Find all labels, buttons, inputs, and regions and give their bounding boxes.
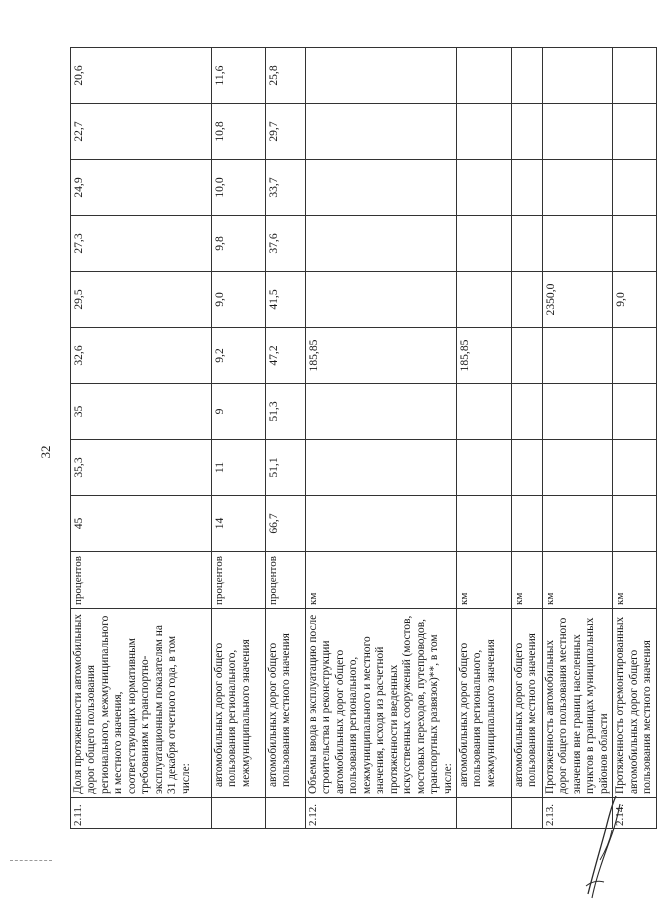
rotated-table-container (70, 48, 654, 829)
value-cell (306, 272, 457, 328)
table-row (613, 48, 656, 829)
value-cell: 185,85 (306, 328, 457, 384)
value-cell (456, 272, 511, 328)
row-unit: км (542, 552, 612, 609)
value-cell: 10,0 (212, 160, 266, 216)
value-cell (542, 216, 612, 272)
value-cell: 33,7 (266, 160, 306, 216)
row-label: автомобильных дорог общего пользования местного значения (266, 609, 306, 798)
value-cell: 29,5 (71, 272, 212, 328)
value-cell (613, 160, 656, 216)
value-cell (542, 328, 612, 384)
table-row (542, 48, 612, 829)
value-cell (306, 496, 457, 552)
page-number: 32 (38, 445, 53, 459)
table-row (71, 48, 212, 829)
value-cell (456, 48, 511, 104)
value-cell: 41,5 (266, 272, 306, 328)
value-cell (511, 440, 542, 496)
value-cell (511, 328, 542, 384)
value-cell (456, 216, 511, 272)
value-cell (456, 104, 511, 160)
value-cell (306, 384, 457, 440)
value-cell: 11 (212, 440, 266, 496)
value-cell: 29,7 (266, 104, 306, 160)
value-cell: 185,85 (456, 328, 511, 384)
value-cell (613, 216, 656, 272)
indicators-table (70, 47, 657, 829)
row-unit: процентов (266, 552, 306, 609)
value-cell (542, 440, 612, 496)
value-cell: 35 (71, 384, 212, 440)
row-number: 2.11. (71, 798, 212, 829)
value-cell: 66,7 (266, 496, 306, 552)
value-cell (511, 272, 542, 328)
table-row (511, 48, 542, 829)
value-cell: 9,0 (212, 272, 266, 328)
value-cell (456, 384, 511, 440)
row-label: автомобильных дорог общего пользования регионального, межмуниципального значения (212, 609, 266, 798)
table-row (212, 48, 266, 829)
value-cell (511, 160, 542, 216)
value-cell: 51,1 (266, 440, 306, 496)
value-cell (511, 104, 542, 160)
row-unit: км (456, 552, 511, 609)
value-cell: 10,8 (212, 104, 266, 160)
row-unit: процентов (212, 552, 266, 609)
scan-edge-line (10, 860, 52, 861)
value-cell (613, 328, 656, 384)
value-cell: 47,2 (266, 328, 306, 384)
value-cell (511, 48, 542, 104)
value-cell (306, 216, 457, 272)
value-cell: 24,9 (71, 160, 212, 216)
row-label: автомобильных дорог общего пользования местного значения (511, 609, 542, 798)
value-cell: 9,0 (613, 272, 656, 328)
value-cell (542, 104, 612, 160)
value-cell: 37,6 (266, 216, 306, 272)
value-cell (613, 104, 656, 160)
value-cell (306, 48, 457, 104)
row-number (266, 798, 306, 829)
value-cell (542, 384, 612, 440)
value-cell: 22,7 (71, 104, 212, 160)
value-cell: 45 (71, 496, 212, 552)
value-cell (511, 384, 542, 440)
value-cell (456, 440, 511, 496)
row-label: Протяженность автомобильных дорог общего пользования местного значения вне границ населенных пунктов в границах муниципальных районов области (542, 609, 612, 798)
value-cell (306, 104, 457, 160)
value-cell: 9,8 (212, 216, 266, 272)
row-unit: процентов (71, 552, 212, 609)
row-number (456, 798, 511, 829)
row-number (511, 798, 542, 829)
value-cell: 11,6 (212, 48, 266, 104)
value-cell (613, 384, 656, 440)
row-label: Объемы ввода в эксплуатацию после строительства и реконструкции автомобильных дорог общего пользования регионального, межмуниципального и местного значения, исходя из расчетной протяженности введенных искусственных сооружений (мостов, мостовых переходов, путепроводов, транспортных развязок)**, в том числе: (306, 609, 457, 798)
value-cell: 14 (212, 496, 266, 552)
value-cell (613, 48, 656, 104)
row-label: автомобильных дорог общего пользования регионального, межмуниципального значения (456, 609, 511, 798)
row-label: Доля протяженности автомобильных дорог общего пользования регионального, межмуниципального и местного значения, соответствующих нормативным требованиям к транспортно-эксплуатационным показателям на 31 декабря отчетного года, в том числе: (71, 609, 212, 798)
value-cell: 51,3 (266, 384, 306, 440)
value-cell (542, 48, 612, 104)
row-unit: км (613, 552, 656, 609)
value-cell: 9,2 (212, 328, 266, 384)
row-unit: км (306, 552, 457, 609)
value-cell: 27,3 (71, 216, 212, 272)
row-unit: км (511, 552, 542, 609)
table-row (456, 48, 511, 829)
value-cell: 20,6 (71, 48, 212, 104)
row-number: 2.14. (613, 798, 656, 829)
value-cell (456, 496, 511, 552)
value-cell: 32,6 (71, 328, 212, 384)
value-cell: 2350,0 (542, 272, 612, 328)
value-cell (456, 160, 511, 216)
value-cell (613, 440, 656, 496)
row-number: 2.12. (306, 798, 457, 829)
value-cell: 9 (212, 384, 266, 440)
value-cell (306, 440, 457, 496)
value-cell: 35,3 (71, 440, 212, 496)
value-cell (542, 496, 612, 552)
value-cell (511, 496, 542, 552)
row-number: 2.13. (542, 798, 612, 829)
table-row (306, 48, 457, 829)
table-row (266, 48, 306, 829)
row-number (212, 798, 266, 829)
value-cell: 25,8 (266, 48, 306, 104)
value-cell (613, 496, 656, 552)
row-label: Протяженность отремонтированных автомобильных дорог общего пользования местного значения (613, 609, 656, 798)
value-cell (306, 160, 457, 216)
value-cell (511, 216, 542, 272)
value-cell (542, 160, 612, 216)
